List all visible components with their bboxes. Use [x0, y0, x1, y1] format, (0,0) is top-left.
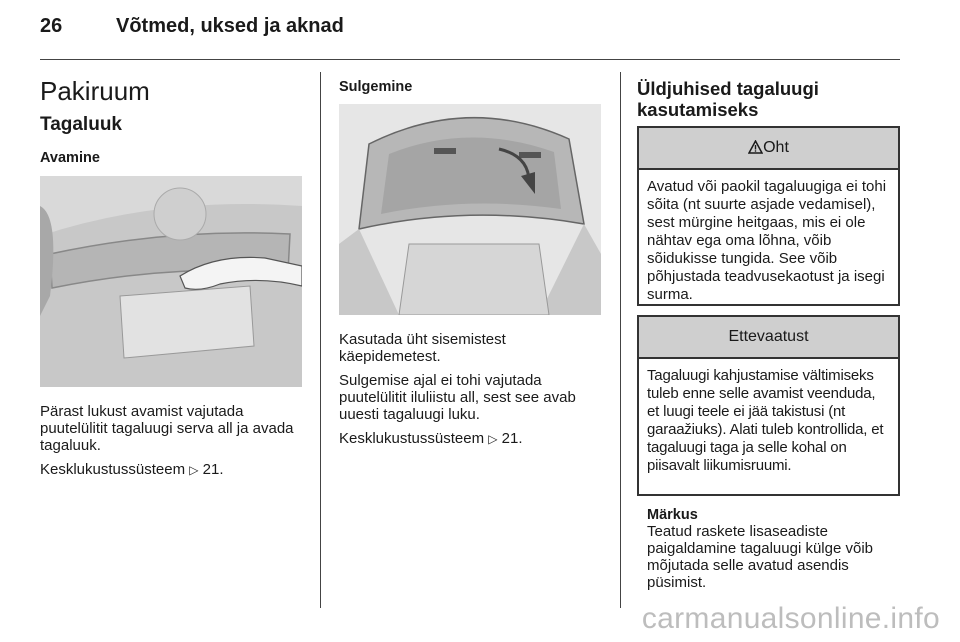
column-divider-2	[620, 72, 621, 608]
note-block	[647, 507, 897, 591]
tailgate-opening-illustration	[40, 176, 302, 387]
tailgate-closing-illustration	[339, 104, 601, 315]
section-title: Pakiruum	[40, 76, 150, 106]
closing-paragraph-2: Sulgemise ajal ei tohi vajutada puutelülitit iluliistu all, sest see avab uuesti tagaluugi luku.	[339, 372, 576, 423]
warning-triangle-icon	[748, 130, 763, 170]
column-divider-1	[320, 72, 321, 608]
caution-box-text: Tagaluugi kahjustamise vältimiseks tuleb enne selle avamist veenduda, et luugi teele ei jää takistusi (nt garaažiuks). Alati tuleb kontrollida, et tagaluugi taga ja selle kohal on piisavalt liikumisruumi.	[647, 367, 884, 474]
page-ref-icon: ▷	[488, 432, 498, 446]
danger-box	[637, 126, 900, 306]
note-text: Teatud raskete lisaseadiste paigaldamine tagaluugi külge võib mõjutada selle avatud asendis püsimist.	[647, 523, 873, 591]
left-body-text	[40, 403, 305, 486]
chapter-title: Võtmed, uksed ja aknad	[116, 15, 344, 37]
xref-page-2: 21.	[501, 430, 523, 447]
watermark: carmanualsonline.info	[641, 602, 940, 635]
middle-body-text	[339, 331, 607, 455]
page-ref-icon: ▷	[189, 463, 199, 477]
caution-box-title: Ettevaatust	[639, 317, 898, 359]
danger-box-title: Oht	[763, 139, 789, 156]
note-title: Märkus	[647, 507, 698, 523]
general-usage-heading: Üldjuhised tagaluugi kasutamiseks	[637, 78, 819, 120]
closing-title: Sulgemine	[339, 79, 413, 95]
subsection-title: Tagaluuk	[40, 114, 122, 135]
opening-title: Avamine	[40, 150, 100, 166]
header-rule	[40, 59, 900, 60]
xref-page: 21.	[202, 461, 224, 478]
danger-box-text: Avatud või paokil tagaluugiga ei tohi sõita (nt suurte asjade vedamisel), sest mürgine heitgaas, mis ei ole nähtav ega oma lõhna, võib sõidukisse tungida. See võib põhjustada teadvusekaotust ja isegi surma.	[647, 178, 887, 303]
caution-box	[637, 315, 900, 496]
closing-paragraph-1: Kasutada üht sisemistest käepidemetest.	[339, 331, 506, 365]
xref-label-2: Kesklukustussüsteem	[339, 430, 485, 447]
xref-label: Kesklukustussüsteem	[40, 461, 186, 478]
central-locking-reference-2	[339, 430, 607, 448]
page-number: 26	[40, 15, 63, 37]
central-locking-reference	[40, 461, 305, 479]
opening-paragraph: Pärast lukust avamist vajutada puutelülitit tagaluugi serva all ja avada tagaluuk.	[40, 403, 294, 454]
danger-box-header	[639, 128, 898, 170]
